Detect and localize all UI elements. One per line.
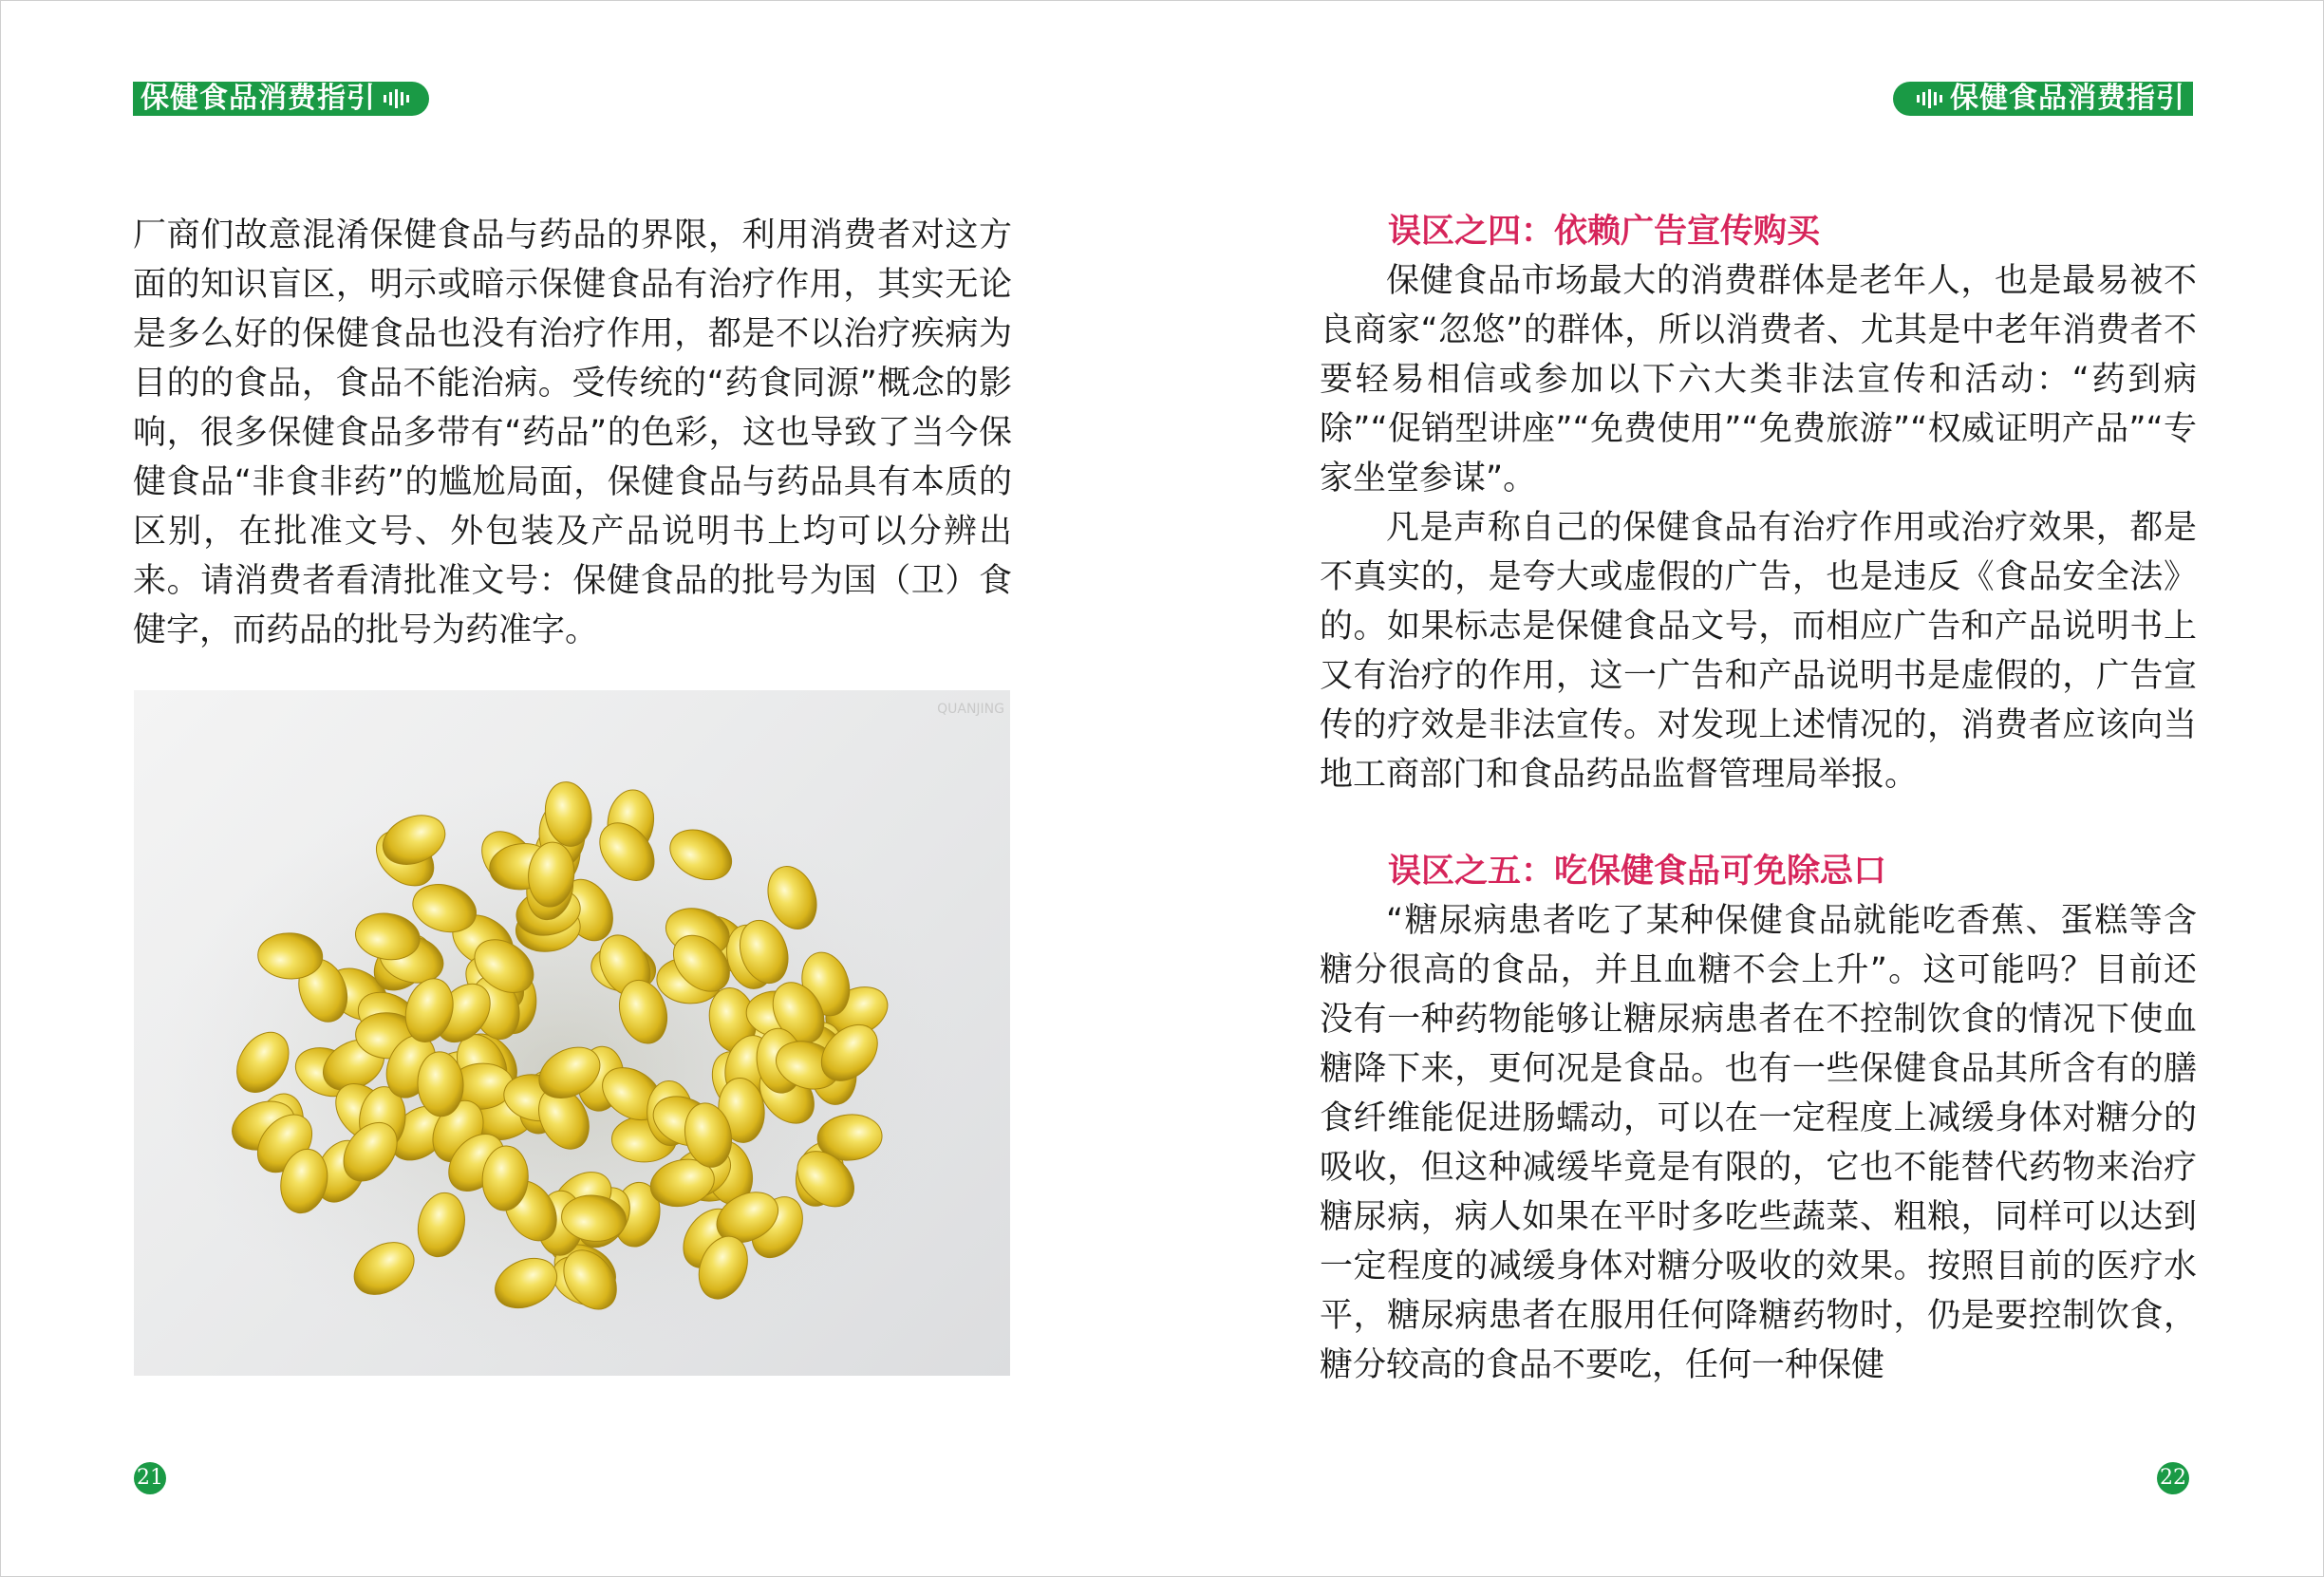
left-page-text	[133, 211, 1012, 655]
section4-paragraph-2: 凡是声称自己的保健食品有治疗作用或治疗效果，都是不真实的，是夸大或虚假的广告，也是违反《食品安全法》的。如果标志是保健食品文号，而相应广告和产品说明书上又有治疗的作用，这一广告和产品说明书是虚假的，广告宣传的疗效是非法宣传。对发现上述情况的，消费者应该向当地工商部门和食品药品监督管理局举报。	[1320, 509, 2197, 794]
photo-watermark: QUANJING	[937, 702, 1004, 717]
header-title-right: 保健食品消费指引	[1950, 82, 2185, 115]
section-gap	[1320, 799, 2197, 847]
section5-heading: 误区之五：吃保健食品可免除忌口	[1388, 853, 1887, 891]
page-number-left: 21	[134, 1462, 166, 1494]
sound-bars-icon	[384, 89, 409, 108]
left-paragraph: 厂商们故意混淆保健食品与药品的界限，利用消费者对这方面的知识盲区，明示或暗示保健食品有治疗作用，其实无论是多么好的保健食品也没有治疗作用，都是不以治疗疾病为目的的食品，食品不能治病。受传统的“药食同源”概念的影响，很多保健食品多带有“药品”的色彩，这也导致了当今保健食品“非食非药”的尴尬局面，保健食品与药品具有本质的区别，在批准文号、外包装及产品说明书上均可以分辨出来。请消费者看清批准文号：保健食品的批号为国（卫）食健字，而药品的批号为药准字。	[133, 216, 1012, 649]
section4-paragraph-1: 保健食品市场最大的消费群体是老年人，也是最易被不良商家“忽悠”的群体，所以消费者、尤其是中老年消费者不要轻易相信或参加以下六大类非法宣传和活动：“药到病除”“促销型讲座”“免费使用”“免费旅游”“权威证明产品”“专家坐堂参谋”。	[1320, 262, 2197, 498]
capsules-photo	[134, 690, 1010, 1376]
section5-paragraph: “糖尿病患者吃了某种保健食品就能吃香蕉、蛋糕等含糖分很高的食品，并且血糖不会上升”。这可能吗？目前还没有一种药物能够让糖尿病患者在不控制饮食的情况下使血糖降下来，更何况是食品。也有一些保健食品其所含有的膳食纤维能促进肠蠕动，可以在一定程度上减缓身体对糖分的吸收，但这种减缓毕竟是有限的，它也不能替代药物来治疗糖尿病，病人如果在平时多吃些蔬菜、粗粮，同样可以达到一定程度的减缓身体对糖分吸收的效果。按照目前的医疗水平，糖尿病患者在服用任何降糖药物时，仍是要控制饮食，糖分较高的食品不要吃，任何一种保健	[1320, 902, 2197, 1384]
capsules-illustration	[134, 690, 1010, 1376]
header-banner-right	[1893, 82, 2193, 116]
header-banner-left	[133, 82, 429, 116]
sound-bars-icon	[1917, 89, 1942, 108]
page-number-right: 22	[2157, 1462, 2189, 1494]
header-title-left: 保健食品消费指引	[141, 82, 376, 115]
right-page-text	[1320, 207, 2197, 1390]
section4-heading: 误区之四：依赖广告宣传购买	[1388, 213, 1821, 251]
